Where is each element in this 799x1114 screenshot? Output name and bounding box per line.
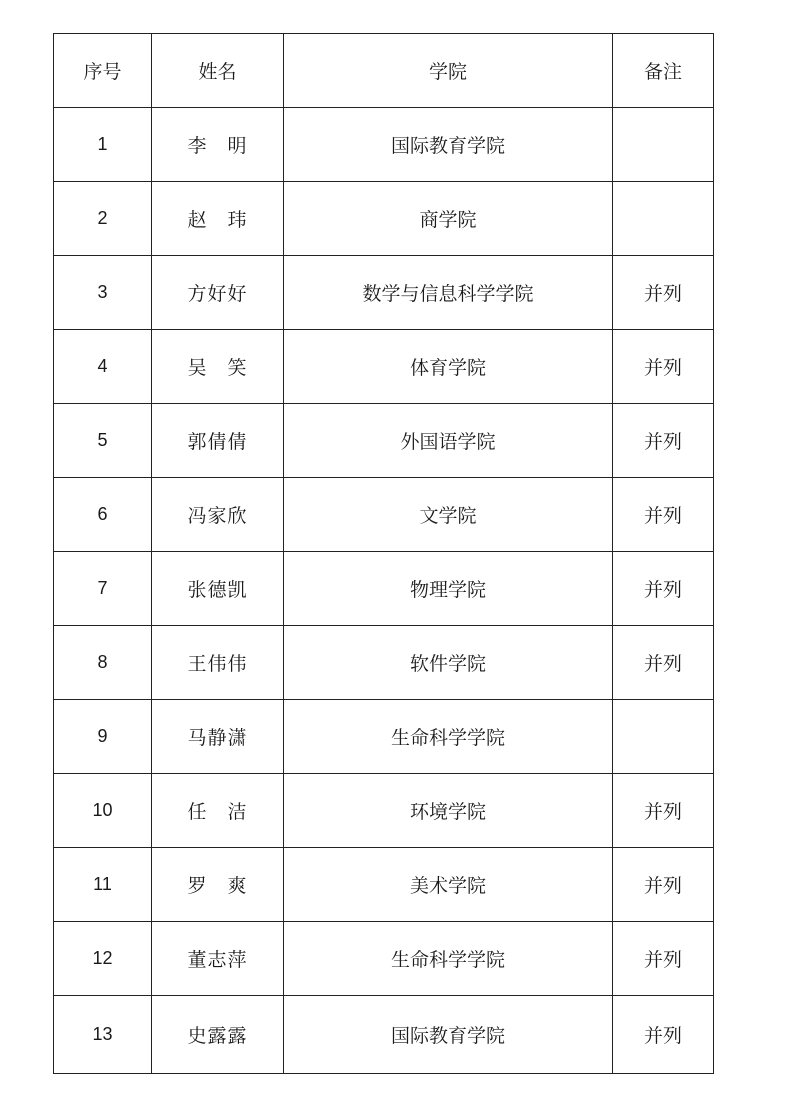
table-row bbox=[54, 478, 714, 552]
header-college: 学院 bbox=[284, 34, 613, 108]
cell-note: 并列 bbox=[613, 848, 714, 922]
cell-note: 并列 bbox=[613, 478, 714, 552]
cell-name: 任 洁 bbox=[152, 774, 284, 848]
cell-index: 3 bbox=[54, 256, 152, 330]
cell-name: 马静潇 bbox=[152, 700, 284, 774]
table-row bbox=[54, 774, 714, 848]
cell-note: 并列 bbox=[613, 552, 714, 626]
cell-college: 国际教育学院 bbox=[284, 108, 613, 182]
cell-college: 数学与信息科学学院 bbox=[284, 256, 613, 330]
cell-college: 体育学院 bbox=[284, 330, 613, 404]
cell-note: 并列 bbox=[613, 996, 714, 1074]
cell-name: 董志萍 bbox=[152, 922, 284, 996]
cell-college: 美术学院 bbox=[284, 848, 613, 922]
cell-index: 10 bbox=[54, 774, 152, 848]
cell-note: 并列 bbox=[613, 404, 714, 478]
roster-table-container bbox=[53, 33, 713, 1074]
cell-index: 4 bbox=[54, 330, 152, 404]
cell-name: 李 明 bbox=[152, 108, 284, 182]
table-row bbox=[54, 996, 714, 1074]
cell-name: 赵 玮 bbox=[152, 182, 284, 256]
cell-college: 物理学院 bbox=[284, 552, 613, 626]
cell-note: 并列 bbox=[613, 774, 714, 848]
header-note: 备注 bbox=[613, 34, 714, 108]
cell-name: 吴 笑 bbox=[152, 330, 284, 404]
cell-college: 软件学院 bbox=[284, 626, 613, 700]
cell-note: 并列 bbox=[613, 330, 714, 404]
cell-index: 5 bbox=[54, 404, 152, 478]
cell-name: 郭倩倩 bbox=[152, 404, 284, 478]
table-row bbox=[54, 626, 714, 700]
table-row bbox=[54, 700, 714, 774]
table-row bbox=[54, 108, 714, 182]
cell-index: 11 bbox=[54, 848, 152, 922]
cell-note: 并列 bbox=[613, 256, 714, 330]
cell-name: 方好好 bbox=[152, 256, 284, 330]
cell-note bbox=[613, 182, 714, 256]
table-row bbox=[54, 848, 714, 922]
cell-college: 文学院 bbox=[284, 478, 613, 552]
cell-index: 6 bbox=[54, 478, 152, 552]
cell-name: 史露露 bbox=[152, 996, 284, 1074]
cell-note: 并列 bbox=[613, 922, 714, 996]
header-name: 姓名 bbox=[152, 34, 284, 108]
cell-index: 9 bbox=[54, 700, 152, 774]
table-row bbox=[54, 552, 714, 626]
table-row bbox=[54, 330, 714, 404]
cell-college: 生命科学学院 bbox=[284, 922, 613, 996]
cell-index: 1 bbox=[54, 108, 152, 182]
cell-college: 外国语学院 bbox=[284, 404, 613, 478]
cell-index: 2 bbox=[54, 182, 152, 256]
cell-college: 国际教育学院 bbox=[284, 996, 613, 1074]
cell-college: 商学院 bbox=[284, 182, 613, 256]
cell-index: 7 bbox=[54, 552, 152, 626]
cell-note bbox=[613, 108, 714, 182]
cell-index: 12 bbox=[54, 922, 152, 996]
cell-college: 环境学院 bbox=[284, 774, 613, 848]
cell-note bbox=[613, 700, 714, 774]
cell-index: 13 bbox=[54, 996, 152, 1074]
cell-name: 张德凯 bbox=[152, 552, 284, 626]
cell-note: 并列 bbox=[613, 626, 714, 700]
table-row bbox=[54, 256, 714, 330]
cell-name: 冯家欣 bbox=[152, 478, 284, 552]
cell-name: 王伟伟 bbox=[152, 626, 284, 700]
table-header-row bbox=[54, 34, 714, 108]
roster-table bbox=[53, 33, 714, 1074]
header-index: 序号 bbox=[54, 34, 152, 108]
cell-college: 生命科学学院 bbox=[284, 700, 613, 774]
cell-index: 8 bbox=[54, 626, 152, 700]
table-row bbox=[54, 404, 714, 478]
table-row bbox=[54, 922, 714, 996]
cell-name: 罗 爽 bbox=[152, 848, 284, 922]
table-row bbox=[54, 182, 714, 256]
